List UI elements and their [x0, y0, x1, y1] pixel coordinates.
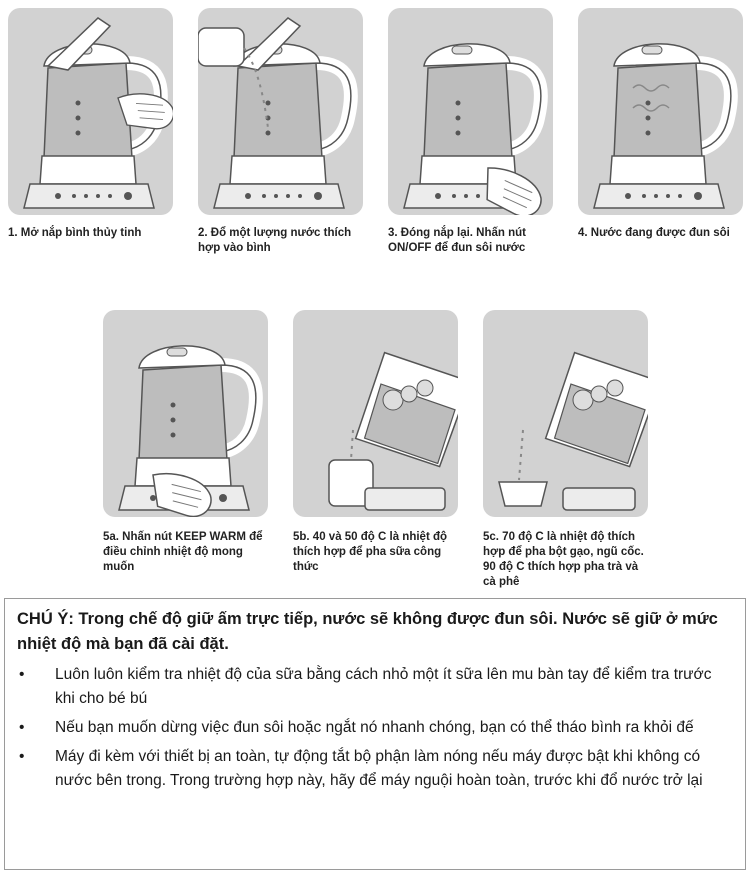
caution-title: CHÚ Ý: Trong chế độ giữ ấm trực tiếp, nước sẽ không được đun sôi. Nước sẽ giữ ở mức nhiệt độ mà bạn đã cài đặt.	[17, 610, 718, 653]
bullet-icon: •	[19, 748, 25, 765]
step-4-illustration	[578, 8, 743, 215]
step-2-caption: 2. Đổ một lượng nước thích hợp vào bình	[198, 227, 352, 254]
kettle-open-lid-icon	[8, 8, 173, 215]
caution-item-3: • Máy đi kèm với thiết bị an toàn, tự động tắt bộ phận làm nóng nếu máy được bật khi không có nước bên trong. Trong trường hợp này, hãy để máy nguội hoàn toàn, trước khi đổ nước trở lại	[17, 745, 735, 793]
pour-cup-icon	[483, 310, 648, 517]
step-5c-illustration	[483, 310, 648, 517]
boiling-kettle-icon	[578, 8, 743, 215]
pour-milk-bottle-icon	[293, 310, 458, 517]
step-3-illustration	[388, 8, 553, 215]
pouring-water-icon	[198, 8, 363, 215]
caution-list	[17, 663, 735, 793]
bullet-icon: •	[19, 666, 25, 683]
bullet-icon: •	[19, 719, 25, 736]
caution-item-2: • Nếu bạn muốn dừng việc đun sôi hoặc ngắt nó nhanh chóng, bạn có thể tháo bình ra khỏi đế	[17, 716, 735, 740]
step-1-caption: 1. Mở nắp bình thủy tinh	[8, 227, 142, 239]
step-5c-caption: 5c. 70 độ C là nhiệt độ thích hợp để pha bột gạo, ngũ cốc. 90 độ C thích hợp pha trà và cà phê	[483, 531, 644, 588]
step-5a-illustration	[103, 310, 268, 517]
step-5a-caption: 5a. Nhấn nút KEEP WARM để điều chỉnh nhiệt độ mong muốn	[103, 531, 263, 573]
step-3-caption: 3. Đóng nắp lại. Nhấn nút ON/OFF để đun sôi nước	[388, 227, 526, 254]
step-1-illustration	[8, 8, 173, 215]
caution-item-1: • Luôn luôn kiểm tra nhiệt độ của sữa bằng cách nhỏ một ít sữa lên mu bàn tay để kiểm tra trước khi cho bé bú	[17, 663, 735, 711]
step-4-caption: 4. Nước đang được đun sôi	[578, 227, 730, 239]
keep-warm-button-icon	[103, 310, 268, 517]
press-onoff-icon	[388, 8, 553, 215]
step-5b-illustration	[293, 310, 458, 517]
step-5b-caption: 5b. 40 và 50 độ C là nhiệt độ thích hợp để pha sữa công thức	[293, 531, 448, 573]
caution-note-box	[4, 598, 746, 870]
step-2-illustration	[198, 8, 363, 215]
